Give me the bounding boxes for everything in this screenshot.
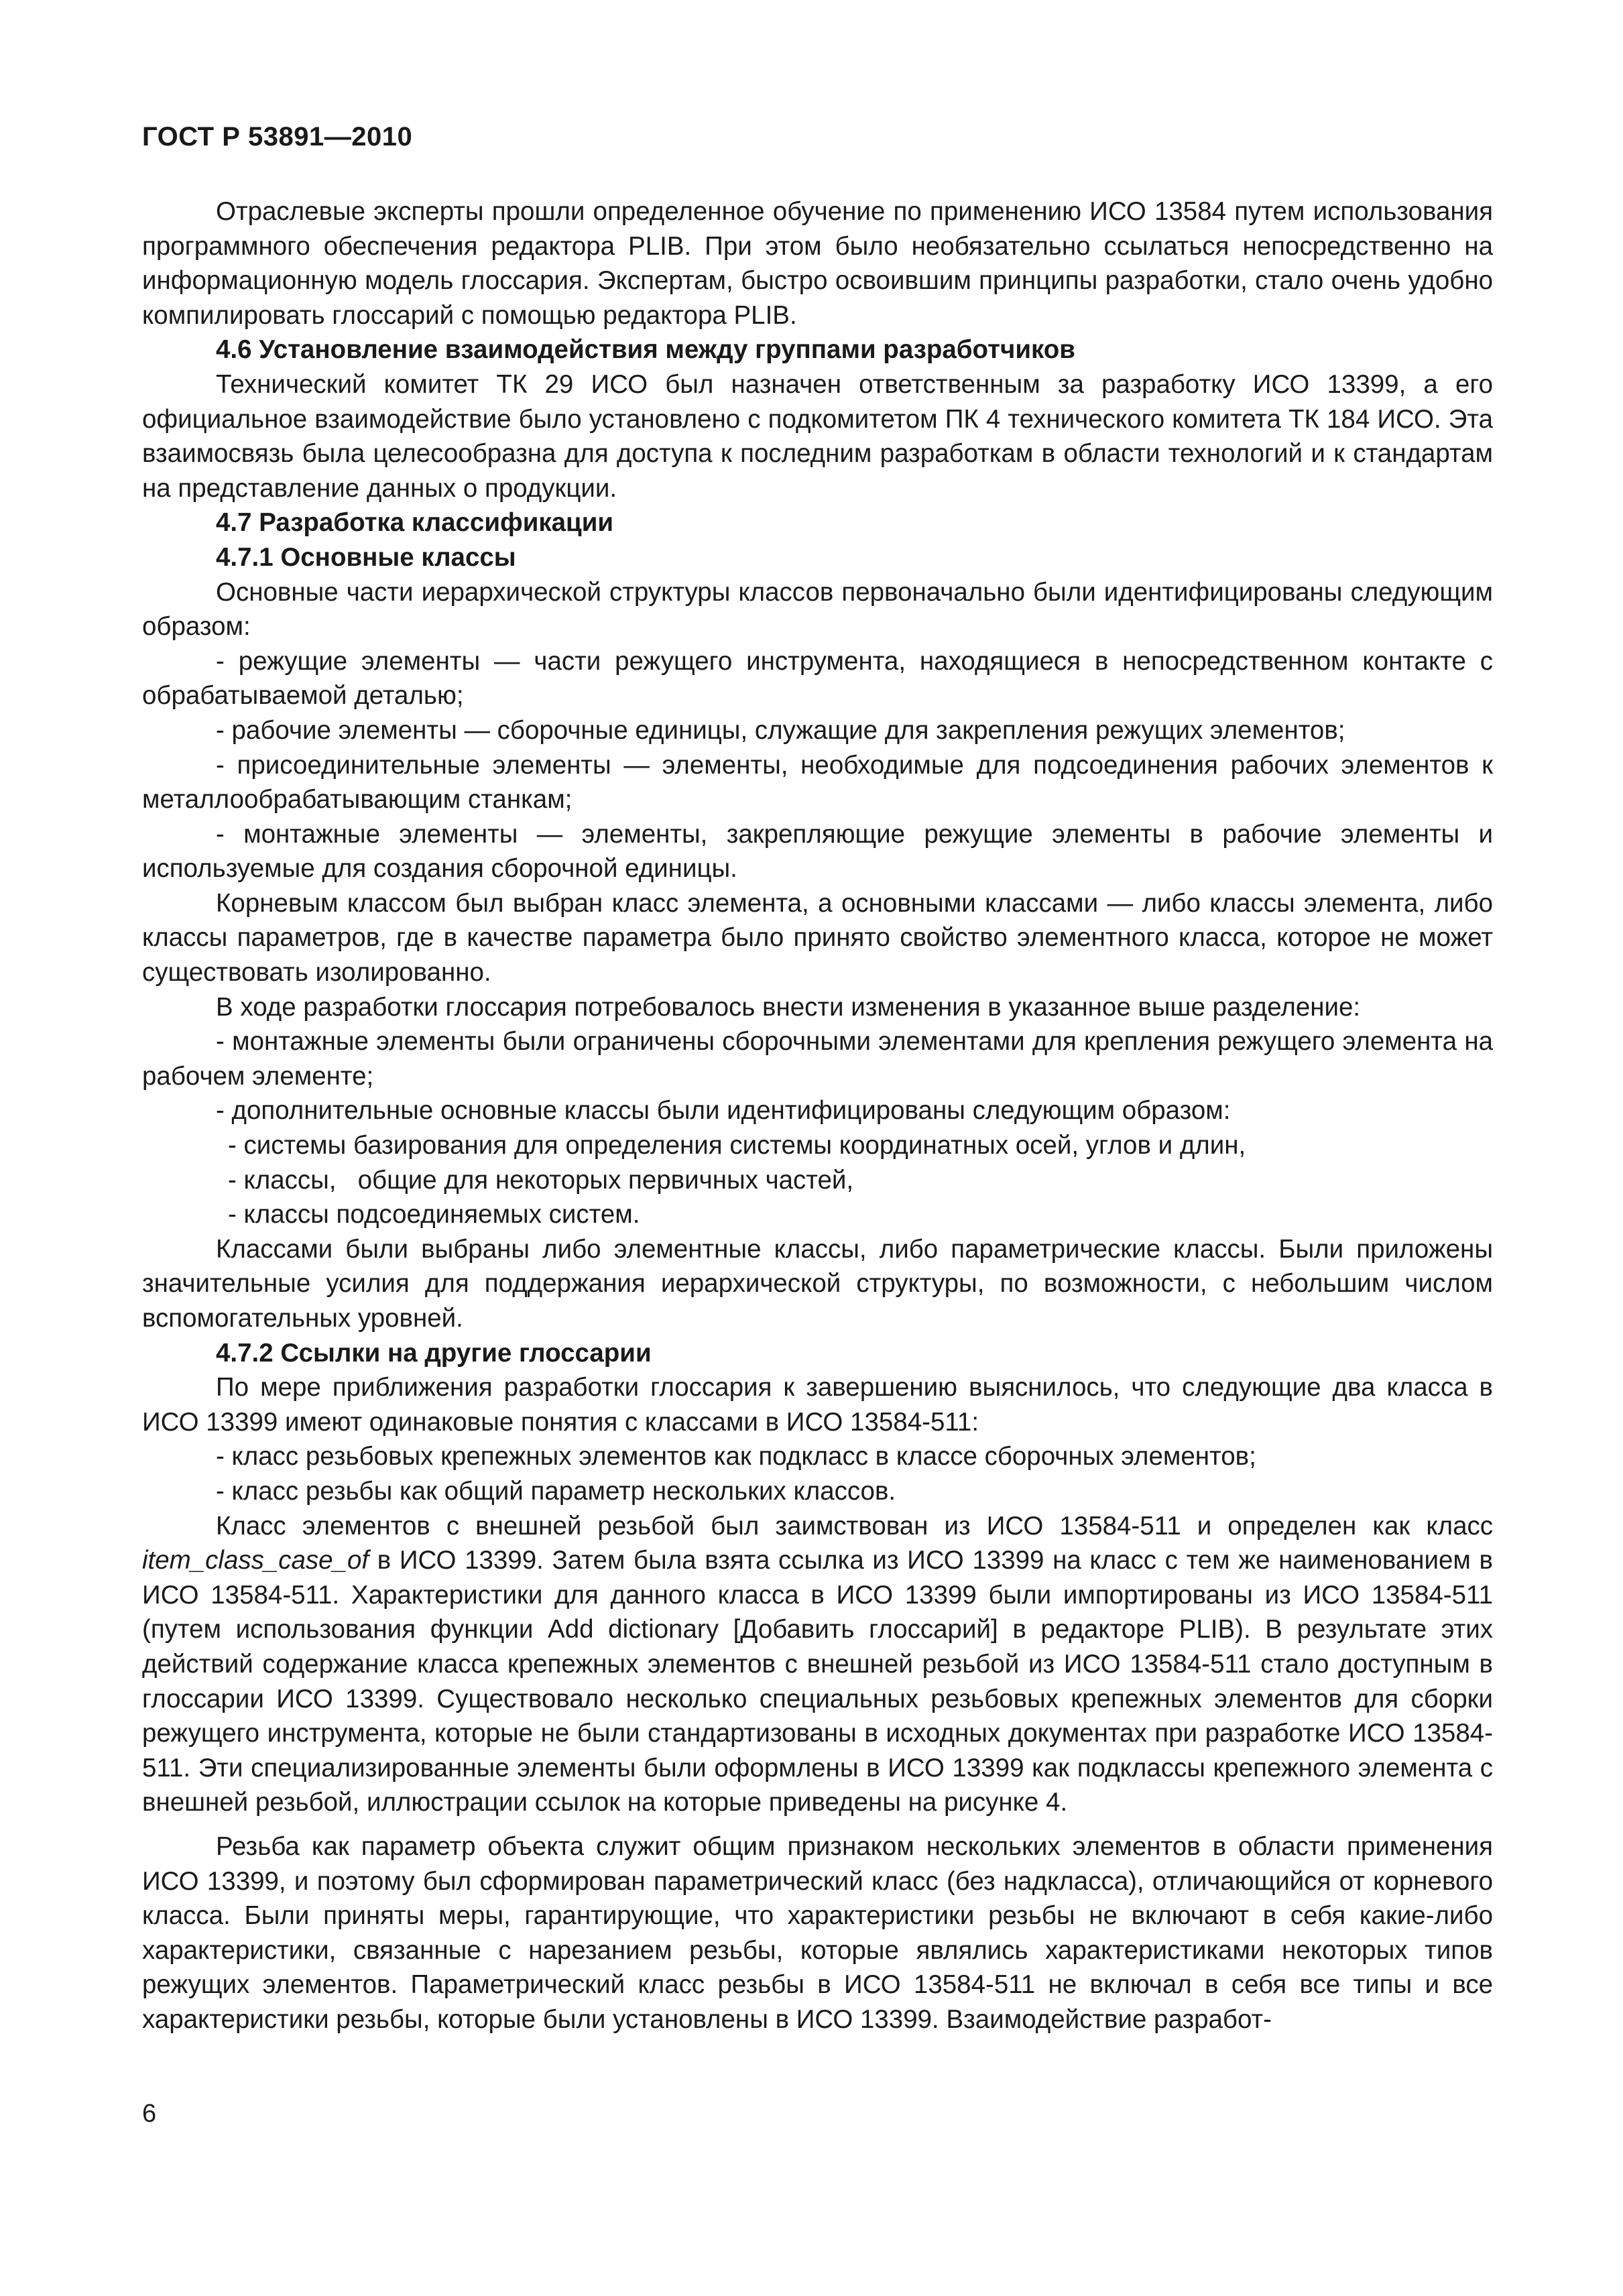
paragraph: Классами были выбраны либо элементные классы, либо параметрические классы. Были приложены значительные усилия для поддержания иерархической структуры, по возможности, с небольшим числом вспомогательных уровней.	[142, 1234, 1493, 1333]
sub-list-item: - классы подсоединяемых систем.	[228, 1200, 640, 1229]
list-item: - дополнительные основные классы были идентифицированы следующим образом:	[216, 1096, 1231, 1126]
paragraph: Основные части иерархической структуры классов первоначально были идентифицированы следующим образом:	[142, 577, 1493, 642]
list-item: - режущие элементы — части режущего инструмента, находящиеся в непосредственном контакте с обрабатываемой деталью;	[142, 646, 1493, 711]
section-heading-4-7-2: 4.7.2 Ссылки на другие глоссарии	[216, 1338, 652, 1368]
section-heading-4-6: 4.6 Установление взаимодействия между группами разработчиков	[216, 335, 1075, 365]
paragraph: Резьба как параметр объекта служит общим признаком нескольких элементов в области применения ИСО 13399, и поэтому был сформирован параметрический класс (без надкласса), отличающийся от корневого класса. Были приняты меры, гарантирующие, что характеристики резьбы не включают в себя какие-либо характеристики, связанные с нарезанием резьбы, которые являлись характеристиками некоторых типов режущих элементов. Параметрический класс резьбы в ИСО 13584-511 не включал в себя все типы и все характеристики резьбы, которые были установлены в ИСО 13399. Взаимодействие разработ-	[142, 1831, 1493, 2034]
list-item: - рабочие элементы — сборочные единицы, служащие для закрепления режущих элементов;	[216, 715, 1345, 745]
sub-list-item: - системы базирования для определения системы координатных осей, углов и длин,	[228, 1131, 1246, 1160]
list-item: - монтажные элементы — элементы, закрепляющие режущие элементы в рабочие элементы и используемые для создания сборочной единицы.	[142, 819, 1493, 884]
paragraph: В ходе разработки глоссария потребовалось внести изменения в указанное выше разделение:	[216, 992, 1361, 1022]
list-item: - присоединительные элементы — элементы, необходимые для подсоединения рабочих элементов к металлообрабатывающим станкам;	[142, 750, 1493, 814]
document-header: ГОСТ Р 53891—2010	[142, 122, 413, 152]
paragraph: Технический комитет ТК 29 ИСО был назначен ответственным за разработку ИСО 13399, а его официальное взаимодействие было установлено с подкомитетом ПК 4 технического комитета ТК 184 ИСО. Эта взаимосвязь была целесообразна для доступа к последним разработкам в области технологий и к стандартам на представление данных о продукции.	[142, 369, 1493, 503]
sub-list-item: - классы, общие для некоторых первичных частей,	[228, 1165, 854, 1195]
paragraph	[142, 1509, 1493, 1820]
paragraph: По мере приближения разработки глоссария к завершению выяснилось, что следующие два класса в ИСО 13399 имеют одинаковые понятия с классами в ИСО 13584-511:	[142, 1373, 1493, 1437]
paragraph: Отраслевые эксперты прошли определенное обучение по применению ИСО 13584 путем использования программного обеспечения редактора PLIB. При этом было необязательно ссылаться непосредственно на информационную модель глоссария. Экспертам, быстро освоившим принципы разработки, стало очень удобно компилировать глоссарий с помощью редактора PLIB.	[142, 197, 1493, 330]
section-heading-4-7: 4.7 Разработка классификации	[216, 508, 614, 538]
document-body	[142, 194, 1493, 2037]
paragraph: Корневым классом был выбран класс элемента, а основными классами — либо классы элемента, либо классы параметров, где в качестве параметра было принято свойство элементного класса, которое не может существовать изолированно.	[142, 888, 1493, 987]
list-item: - класс резьбовых крепежных элементов как подкласс в классе сборочных элементов;	[216, 1442, 1256, 1471]
class-name-term: item_class_case_of	[142, 1546, 369, 1575]
list-item: - монтажные элементы были ограничены сборочными элементами для крепления режущего элемента на рабочем элементе;	[142, 1027, 1493, 1091]
section-heading-4-7-1: 4.7.1 Основные классы	[216, 542, 516, 572]
list-item: - класс резьбы как общий параметр нескольких классов.	[216, 1476, 896, 1506]
paragraph-text: в ИСО 13399. Затем была взята ссылка из ИСО 13399 на класс с тем же наименованием в ИСО 13584-511. Характеристики для данного класса в ИСО 13399 были импортированы из ИСО 13584-511 (путем использования функции Add dictionary [Добавить глоссарий] в редакторе PLIB). В результате этих действий содержание класса крепежных элементов с внешней резьбой из ИСО 13584-511 стало доступным в глоссарии ИСО 13399. Существовало несколько специальных резьбовых крепежных элементов для сборки режущего инструмента, которые не были стандартизованы в исходных документах при разработке ИСО 13584-511. Эти специализированные элементы были оформлены в ИСО 13399 как подклассы крепежного элемента с внешней резьбой, иллюстрации ссылок на которые приведены на рисунке 4.	[142, 1546, 1493, 1817]
paragraph-text: Класс элементов с внешней резьбой был заимствован из ИСО 13584-511 и определен как класс	[216, 1511, 1493, 1540]
page-number: 6	[142, 2100, 157, 2128]
